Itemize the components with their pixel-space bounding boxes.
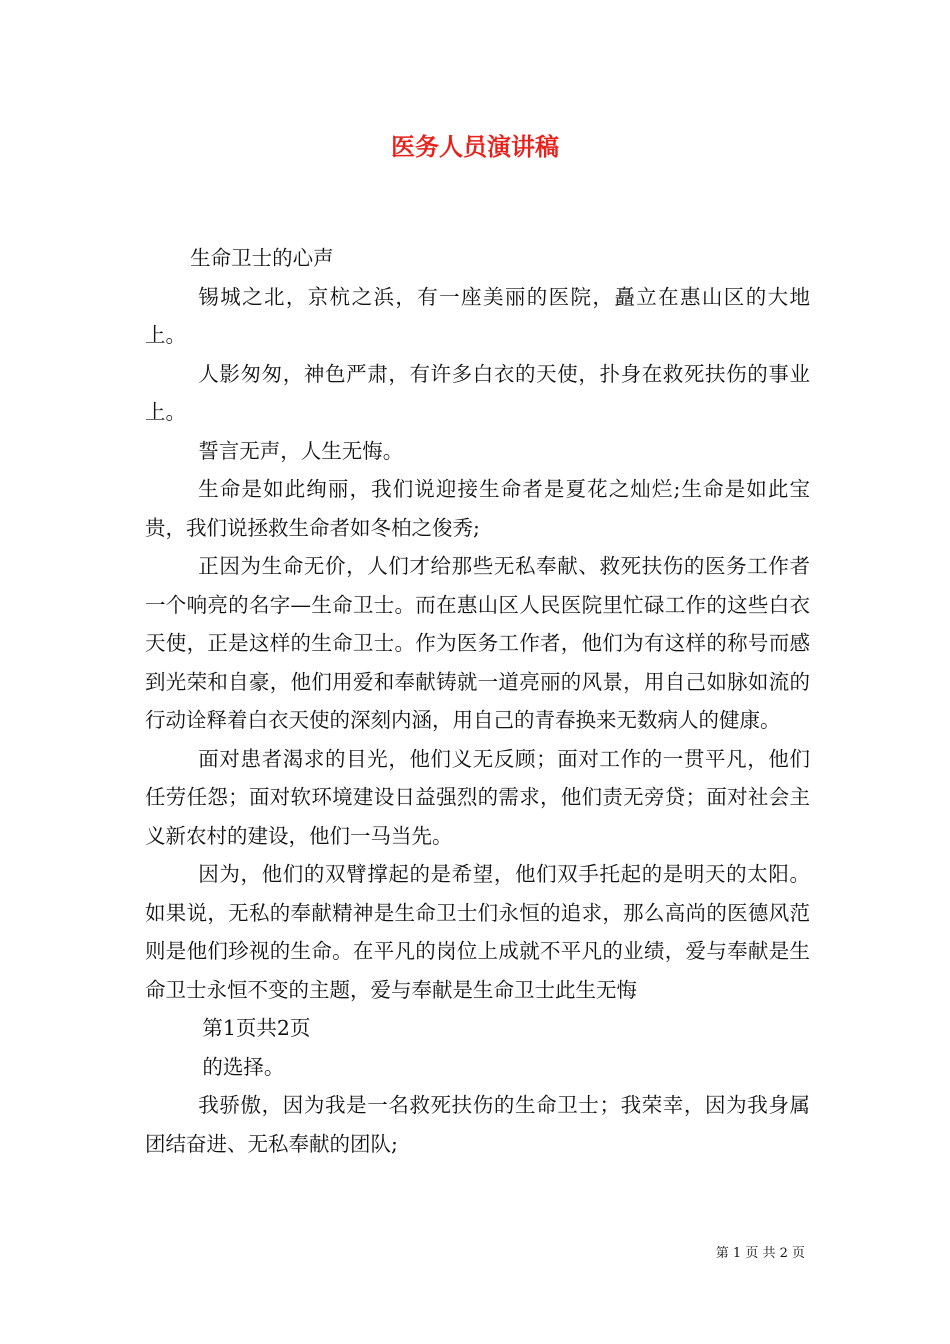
paragraph: 我骄傲，因为我是一名救死扶伤的生命卫士；我荣幸，因为我身属团结奋进、无私奉献的团队; bbox=[145, 1093, 810, 1156]
paragraph: 生命是如此绚丽，我们说迎接生命者是夏花之灿烂;生命是如此宝贵，我们说拯救生命者如冬柏之俊秀; bbox=[145, 477, 810, 540]
paragraph: 的选择。 bbox=[202, 1054, 285, 1079]
paragraph: 因为，他们的双臂撑起的是希望，他们双手托起的是明天的太阳。如果说，无私的奉献精神是生命卫士们永恒的追求，那么高尚的医德风范则是他们珍视的生命。在平凡的岗位上成就不平凡的业绩，爱与奉献是生命卫士永恒不变的主题，爱与奉献是生命卫士此生无悔 bbox=[145, 862, 810, 1002]
paragraph: 面对患者渴求的目光，他们义无反顾；面对工作的一贯平凡，他们任劳任怨；面对软环境建设日益强烈的需求，他们责无旁贷；面对社会主义新农村的建设，他们一马当先。 bbox=[145, 746, 810, 848]
paragraph: 锡城之北，京杭之浜，有一座美丽的医院，矗立在惠山区的大地上。 bbox=[145, 284, 810, 347]
document-body bbox=[145, 239, 810, 1163]
paragraph: 正因为生命无价，人们才给那些无私奉献、救死扶伤的医务工作者一个响亮的名字—生命卫士。而在惠山区人民医院里忙碌工作的这些白衣天使，正是这样的生命卫士。作为医务工作者，他们为有这样的称号而感到光荣和自豪，他们用爱和奉献铸就一道亮丽的风景，用自己如脉如流的行动诠释着白衣天使的深刻内涵，用自己的青春换来无数病人的健康。 bbox=[145, 554, 810, 732]
page-footer-number: 第 1 页 共 2 页 bbox=[715, 1246, 805, 1261]
paragraph: 人影匆匆，神色严肃，有许多白衣的天使，扑身在救死扶伤的事业上。 bbox=[145, 361, 810, 424]
paragraph: 誓言无声，人生无悔。 bbox=[198, 438, 404, 463]
document-title: 医务人员演讲稿 bbox=[391, 132, 559, 161]
speech-subtitle: 生命卫士的心声 bbox=[190, 246, 334, 270]
inline-page-marker: 第1页共2页 bbox=[202, 1016, 311, 1040]
